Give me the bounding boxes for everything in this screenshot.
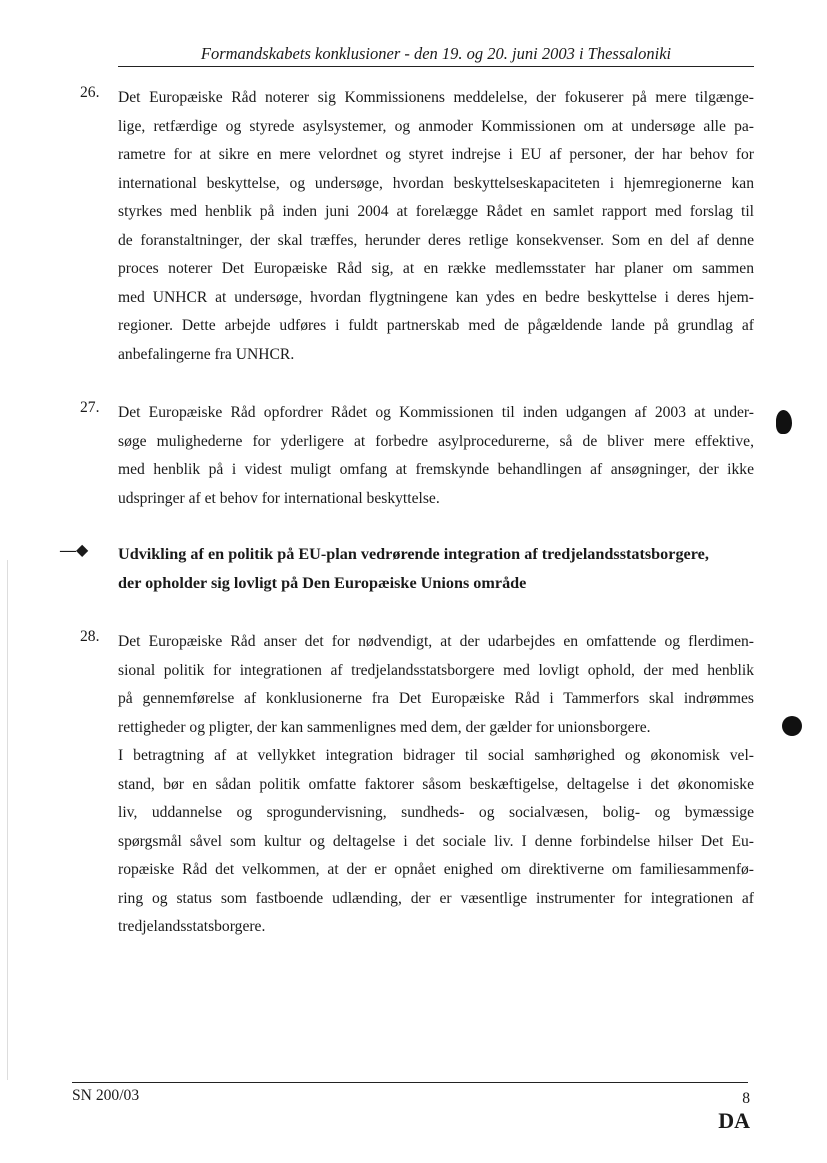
text-line: stand, bør en sådan politik omfatte faktorer såsom beskæftigelse, deltagelse i det økonomiske xyxy=(118,775,754,793)
text-line: de foranstaltninger, der skal træffes, herunder deres retlige konsekvenser. Som en del af denne xyxy=(118,231,754,249)
text-line: I betragtning af at vellykket integration bidrager til social samhørighed og økonomisk vel- xyxy=(118,747,754,764)
text-line: Det Europæiske Råd noterer sig Kommissionens meddelelse, der fokuserer på mere tilgænge- xyxy=(118,89,754,106)
paragraph-27 xyxy=(118,399,754,513)
paragraph-26 xyxy=(118,84,754,369)
page-number: 8 xyxy=(742,1090,750,1107)
text-line: på gennemførelse af konklusionerne fra Det Europæiske Råd i Tammerfors skal indrømmes xyxy=(118,690,754,707)
page-header: Formandskabets konklusioner - den 19. og 20. juni 2003 i Thessaloniki xyxy=(200,44,672,63)
text-line: rametre for at sikre en mere velordnet og styret indrejse i EU af personer, der har behov for xyxy=(118,146,754,163)
arrow-bullet-icon: —◆ xyxy=(60,542,89,559)
text-line: lige, retfærdige og styrede asylsystemer, og anmoder Kommissionen om at undersøge alle pa- xyxy=(118,117,754,135)
text-line: sional politik for integrationen af tredjelandsstatsborgere med lovligt ophold, der med henblik xyxy=(118,661,754,679)
text-line: international beskyttelse, og undersøge, hvordan beskyttelseskapaciteten i hjemregionerne kan xyxy=(118,174,754,192)
text-line: søge mulighederne for yderligere at forbedre asylprocedurerne, så de bliver mere effektive, xyxy=(118,432,754,450)
heading-line: Udvikling af en politik på EU-plan vedrørende integration af tredjelandsstatsborgere, xyxy=(118,545,709,563)
paragraph-number-26: 26. xyxy=(80,84,100,101)
text-line: styrkes med henblik på inden juni 2004 at forelægge Rådet en samlet rapport med forslag til xyxy=(118,203,754,220)
punch-hole-mark xyxy=(776,410,792,434)
footer-divider xyxy=(72,1082,748,1083)
text-line: ring og status som fastboende udlænding, der er væsentlige instrumenter for integrationen af xyxy=(118,889,754,907)
text-line: Det Europæiske Råd opfordrer Rådet og Kommissionen til inden udgangen af 2003 at under- xyxy=(118,404,754,421)
paragraph-number-28: 28. xyxy=(80,628,100,645)
text-line: liv, uddannelse og sprogundervisning, sundheds- og socialvæsen, bolig- og bymæssige xyxy=(118,804,754,821)
text-line: anbefalingerne fra UNHCR. xyxy=(118,345,295,363)
document-reference: SN 200/03 xyxy=(72,1087,140,1104)
punch-hole-mark xyxy=(782,716,802,736)
text-line: ropæiske Råd det velkommen, at der er opnået enighed om direktiverne om familiesammenfø- xyxy=(118,861,754,878)
text-line: regioner. Dette arbejde udføres i fuldt partnerskab med de pågældende lande på grundlag af xyxy=(118,317,754,334)
text-line: Det Europæiske Råd anser det for nødvendigt, at der udarbejdes en omfattende og flerdimen- xyxy=(118,633,754,650)
paragraph-28 xyxy=(118,628,754,942)
text-line: med henblik på i videst muligt omfang at fremskynde behandlingen af ansøgninger, der ikke xyxy=(118,461,754,478)
heading-line: der opholder sig lovligt på Den Europæiske Unions område xyxy=(118,574,527,592)
header-divider xyxy=(118,66,754,67)
text-line: rettigheder og pligter, der kan sammenlignes med dem, der gælder for unionsborgere. xyxy=(118,718,651,736)
text-line: udspringer af et behov for international beskyttelse. xyxy=(118,489,440,507)
text-line: tredjelandsstatsborgere. xyxy=(118,918,266,935)
text-line: med UNHCR at undersøge, hvordan flygtningene kan ydes en bedre beskyttelse i deres hjem- xyxy=(118,288,754,306)
scan-edge-line xyxy=(7,560,8,1080)
text-line: spørgsmål såvel som kultur og deltagelse i det sociale liv. I denne forbindelse hilser Det Eu- xyxy=(118,832,754,850)
language-code: DA xyxy=(718,1108,750,1133)
paragraph-number-27: 27. xyxy=(80,399,100,416)
text-line: proces noterer Det Europæiske Råd sig, at en række medlemsstater har planer om sammen xyxy=(118,260,754,277)
section-heading xyxy=(118,540,754,598)
